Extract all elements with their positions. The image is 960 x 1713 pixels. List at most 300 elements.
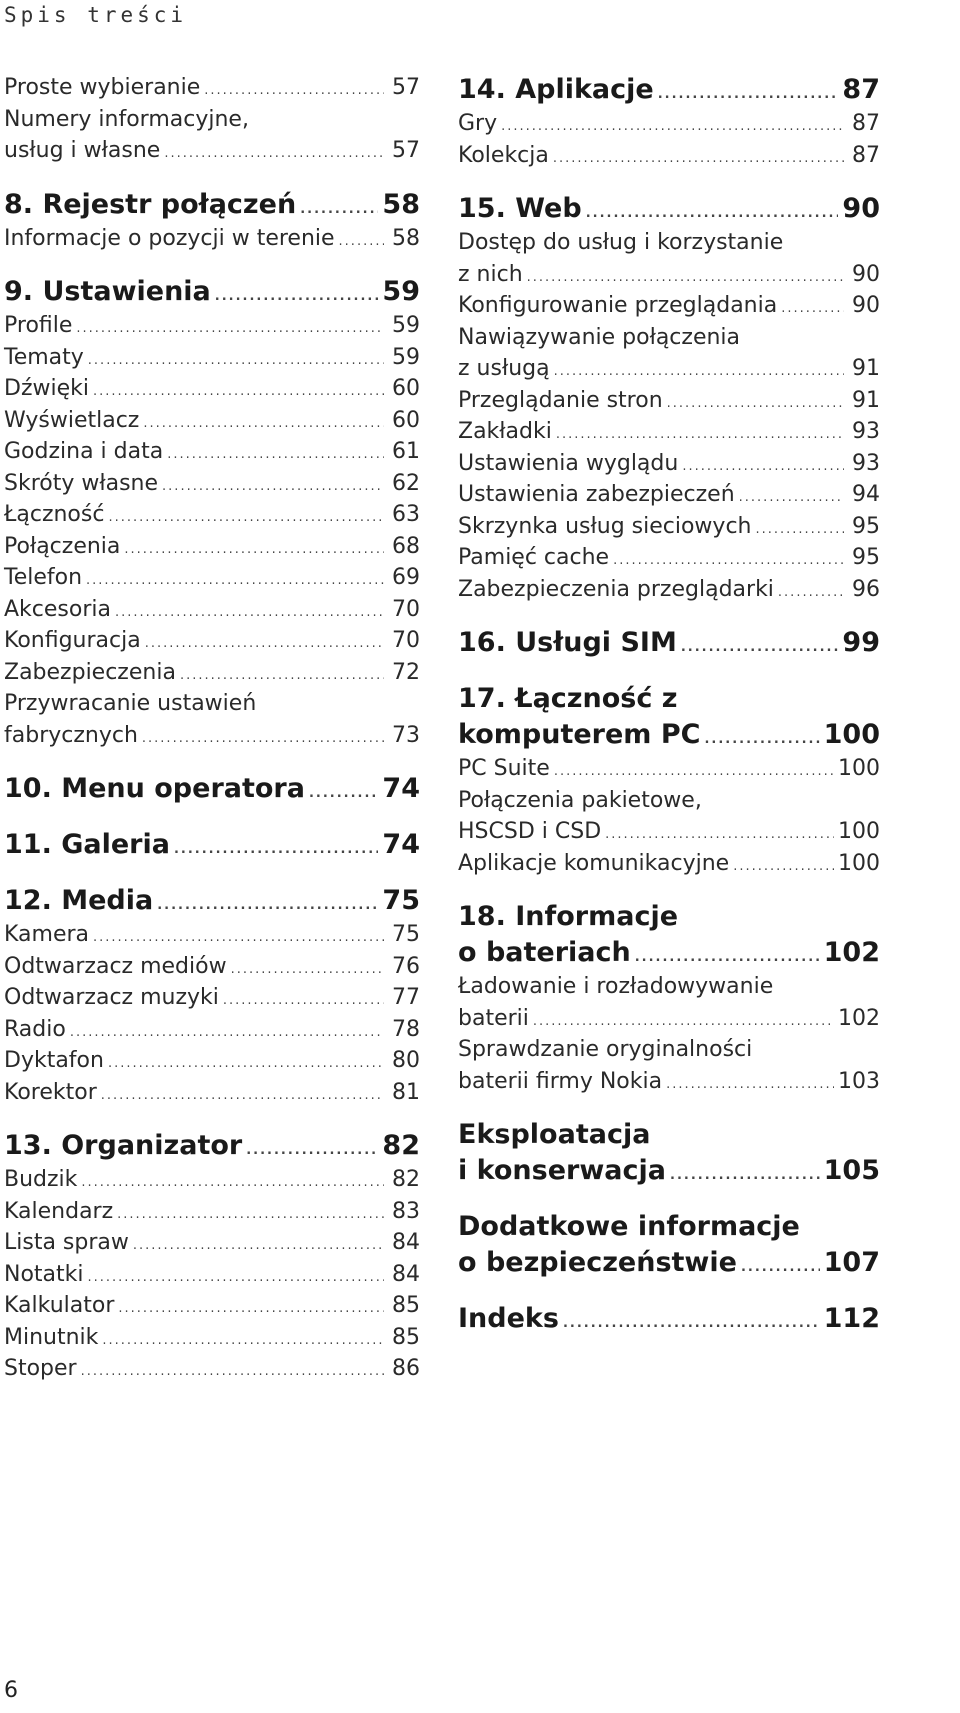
dot-leader [309, 776, 378, 812]
dot-leader [81, 1167, 384, 1199]
toc-page-number: 100 [838, 850, 880, 876]
toc-entry-title: Skrzynka usług sieciowych [458, 513, 752, 539]
dot-leader [157, 888, 378, 924]
toc-entry-title: o bezpieczeństwie [458, 1247, 737, 1278]
toc-page-number: 59 [392, 313, 420, 338]
toc-entry-ladowanie-i-rozladowywanie-baterii[interactable] [458, 971, 880, 1034]
dot-leader [180, 660, 384, 692]
toc-page-number: 83 [392, 1198, 420, 1224]
toc-page-number: 90 [852, 261, 880, 287]
dot-leader [108, 1048, 384, 1080]
toc-entry-odtwarzacz-mediow[interactable] [4, 951, 420, 983]
toc-entry-notatki[interactable] [4, 1259, 420, 1291]
toc-entry-title: baterii firmy Nokia [458, 1068, 663, 1094]
page-header: Spis treści [4, 3, 188, 27]
toc-line [4, 310, 420, 342]
toc-line [4, 499, 420, 531]
toc-line [4, 274, 420, 310]
toc-entry-skrzynka-uslug-sieciowych[interactable] [458, 511, 880, 543]
toc-page-number: 60 [392, 407, 420, 433]
toc-page-number: 59 [382, 276, 420, 307]
toc-entry-title: Notatki [4, 1261, 84, 1287]
dot-leader [145, 628, 384, 660]
toc-page-number: 100 [838, 819, 880, 844]
dot-leader [681, 630, 839, 666]
toc-entry-title: Akcesoria [4, 596, 111, 622]
toc-entry-title: o bateriach [458, 937, 631, 968]
toc-entry-title: Ładowanie i rozładowywanie [458, 974, 774, 999]
toc-entry-8-rejestr-polaczen[interactable] [4, 187, 420, 223]
dot-leader [76, 313, 384, 345]
toc-entry-title: Eksploatacja [458, 1119, 651, 1150]
toc-page-number: 91 [852, 387, 880, 413]
toc-entry-title: Indeks [458, 1303, 559, 1334]
dot-leader [204, 75, 384, 107]
toc-entry-tematy[interactable] [4, 342, 420, 374]
toc-line [4, 688, 420, 720]
dot-leader [88, 345, 384, 377]
toc-entry-gry[interactable] [458, 108, 880, 140]
toc-line [458, 1209, 880, 1245]
dot-leader [670, 1158, 820, 1194]
toc-page-number: 90 [842, 193, 880, 224]
toc-page-number: 85 [392, 1324, 420, 1350]
dot-leader [554, 356, 844, 388]
toc-entry-radio[interactable] [4, 1014, 420, 1046]
toc-page-number: 82 [382, 1130, 420, 1161]
toc-page-number: 102 [823, 937, 880, 968]
toc-entry-dostep-do-uslug-i-korzystanie-z-nich[interactable] [458, 227, 880, 290]
toc-page-number: 85 [392, 1293, 420, 1318]
toc-line [4, 1128, 420, 1164]
toc-page-number: 74 [382, 773, 420, 804]
toc-line [4, 187, 420, 223]
toc-entry-dzwieki[interactable] [4, 373, 420, 405]
toc-entry-minutnik[interactable] [4, 1322, 420, 1354]
toc-page-number: 86 [392, 1356, 420, 1381]
toc-line [458, 385, 880, 417]
toc-entry-ustawienia-wygladu[interactable] [458, 448, 880, 480]
toc-page-number: 96 [852, 576, 880, 602]
toc-entry-konfigurowanie-przegladania[interactable] [458, 290, 880, 322]
toc-line [4, 72, 420, 104]
dot-leader [86, 565, 384, 597]
toc-entry-telefon[interactable] [4, 562, 420, 594]
toc-entry-title: i konserwacja [458, 1155, 666, 1186]
toc-page-number: 69 [392, 565, 420, 590]
toc-entry-kalkulator[interactable] [4, 1290, 420, 1322]
toc-entry-title: Kalkulator [4, 1293, 115, 1318]
toc-entry-stoper[interactable] [4, 1353, 420, 1385]
toc-line [458, 1003, 880, 1035]
toc-line [4, 1227, 420, 1259]
dot-leader [223, 985, 384, 1017]
toc-entry-numery-informacyjne-uslug-i-wlasne[interactable] [4, 104, 420, 167]
toc-line [4, 223, 420, 255]
toc-entry-title: 8. Rejestr połączeń [4, 188, 297, 220]
toc-entry-kolekcja[interactable] [458, 140, 880, 172]
toc-entry-pc-suite[interactable] [458, 753, 880, 785]
dot-leader [118, 1293, 384, 1325]
toc-line [458, 416, 880, 448]
dot-leader [704, 722, 819, 758]
toc-page-number: 68 [392, 533, 420, 559]
toc-line [4, 951, 420, 983]
toc-entry-title: Telefon [4, 565, 83, 590]
toc-line [458, 681, 880, 717]
dot-leader [667, 388, 844, 420]
toc-column-right [458, 72, 880, 1337]
toc-entry-title: Tematy [4, 344, 84, 370]
toc-page-number: 82 [392, 1167, 420, 1192]
toc-entry-9-ustawienia[interactable] [4, 274, 420, 310]
toc-page-number: 91 [852, 356, 880, 381]
toc-line [458, 1066, 880, 1098]
toc-entry-zabezpieczenia[interactable] [4, 657, 420, 689]
toc-entry-title: 9. Ustawienia [4, 276, 211, 307]
toc-entry-title: Zabezpieczenia przeglądarki [458, 576, 774, 602]
toc-line [458, 753, 880, 785]
toc-page-number: 105 [823, 1155, 880, 1186]
toc-page-number: 60 [392, 376, 420, 401]
toc-page-number: 95 [852, 513, 880, 539]
dot-leader [553, 143, 844, 175]
toc-entry-title: Wyświetlacz [4, 407, 140, 433]
toc-entry-title: Stoper [4, 1356, 77, 1381]
toc-entry-title: Odtwarzacz muzyki [4, 985, 219, 1010]
toc-page-number: 87 [852, 142, 880, 168]
toc-entry-title: 14. Aplikacje [458, 74, 654, 105]
toc-entry-sprawdzanie-oryginalnosci-baterii-firmy-[interactable] [458, 1034, 880, 1097]
toc-entry-title: Dyktafon [4, 1048, 104, 1073]
dot-leader [164, 138, 384, 170]
toc-entry-lista-spraw[interactable] [4, 1227, 420, 1259]
toc-line [4, 436, 420, 468]
toc-entry-title: komputerem PC [458, 719, 701, 750]
toc-entry-lacznosc[interactable] [4, 499, 420, 531]
toc-line [458, 479, 880, 511]
toc-entry-18-informacje-o-bateriach[interactable] [458, 899, 880, 971]
toc-entry-polaczenia[interactable] [4, 531, 420, 563]
toc-page-number: 84 [392, 1230, 420, 1255]
dot-leader [93, 922, 384, 954]
toc-page-number: 100 [838, 756, 880, 781]
toc-line [458, 1301, 880, 1337]
toc-line [4, 1014, 420, 1046]
toc-entry-wyswietlacz[interactable] [4, 405, 420, 437]
toc-entry-title: Profile [4, 313, 73, 338]
toc-entry-przywracanie-ustawien-fabrycznych[interactable] [4, 688, 420, 751]
toc-page-number: 77 [392, 985, 420, 1010]
toc-line [458, 290, 880, 322]
toc-entry-polaczenia-pakietowe-hscsd-i-csd[interactable] [458, 785, 880, 848]
dot-leader [658, 77, 839, 113]
toc-entry-13-organizator[interactable] [4, 1128, 420, 1164]
toc-entry-10-menu-operatora[interactable] [4, 771, 420, 807]
toc-page-number: 80 [392, 1048, 420, 1073]
dot-leader [162, 471, 384, 503]
toc-entry-title: 13. Organizator [4, 1130, 243, 1161]
toc-line [458, 259, 880, 291]
toc-page-number: 78 [392, 1016, 420, 1042]
toc-page-number: 93 [852, 419, 880, 444]
dot-leader [556, 419, 844, 451]
toc-line [4, 1322, 420, 1354]
toc-line [458, 108, 880, 140]
toc-line [458, 785, 880, 817]
dot-leader [231, 954, 384, 986]
toc-line [458, 1245, 880, 1281]
toc-page-number: 58 [392, 225, 420, 251]
toc-line [458, 1153, 880, 1189]
toc-entry-dodatkowe-informacje-o-bezpieczenstwie[interactable] [458, 1209, 880, 1281]
toc-line [4, 1196, 420, 1228]
toc-line [4, 625, 420, 657]
dot-leader [93, 376, 384, 408]
toc-entry-16-uslugi-sim[interactable] [458, 625, 880, 661]
toc-line [4, 1259, 420, 1291]
toc-entry-proste-wybieranie[interactable] [4, 72, 420, 104]
toc-entry-title: HSCSD i CSD [458, 819, 602, 844]
toc-page-number: 103 [838, 1068, 880, 1094]
toc-line [4, 1353, 420, 1385]
toc-line [458, 542, 880, 574]
toc-entry-title: Zabezpieczenia [4, 659, 176, 685]
toc-line [458, 816, 880, 848]
dot-leader [102, 1325, 384, 1357]
toc-page-number: 93 [852, 450, 880, 476]
dot-leader [739, 482, 844, 514]
toc-entry-title: Aplikacje komunikacyjne [458, 850, 730, 876]
toc-line [4, 657, 420, 689]
toc-line [4, 104, 420, 136]
toc-entry-14-aplikacje[interactable] [458, 72, 880, 108]
dot-leader [563, 1306, 820, 1342]
toc-line [4, 1045, 420, 1077]
toc-entry-title: Budzik [4, 1167, 78, 1192]
toc-page-number: 74 [382, 829, 420, 860]
toc-entry-skroty-wlasne[interactable] [4, 468, 420, 500]
toc-line [458, 72, 880, 108]
toc-entry-title: Połączenia pakietowe, [458, 787, 702, 813]
toc-entry-budzik[interactable] [4, 1164, 420, 1196]
toc-entry-title: Godzina i data [4, 439, 164, 464]
toc-entry-title: Łączność [4, 502, 105, 527]
toc-entry-title: Konfigurowanie przeglądania [458, 293, 778, 318]
toc-line [458, 935, 880, 971]
dot-leader [115, 597, 384, 629]
toc-entry-dyktafon[interactable] [4, 1045, 420, 1077]
toc-line [458, 717, 880, 753]
toc-page-number: 107 [823, 1247, 880, 1278]
dot-leader [124, 534, 384, 566]
toc-entry-title: Dostęp do usług i korzystanie [458, 230, 784, 255]
toc-entry-title: Numery informacyjne, [4, 106, 249, 132]
dot-leader [682, 451, 844, 483]
toc-page-number: 87 [852, 111, 880, 136]
toc-page-number: 112 [823, 1303, 880, 1334]
toc-page-number: 84 [392, 1261, 420, 1287]
toc-entry-title: Informacje o pozycji w terenie [4, 225, 335, 251]
toc-line [4, 1077, 420, 1109]
toc-entry-title: Radio [4, 1016, 66, 1042]
toc-page-number: 75 [392, 922, 420, 947]
toc-entry-title: Dodatkowe informacje [458, 1211, 800, 1242]
dot-leader [533, 1006, 834, 1038]
toc-page-number: 59 [392, 344, 420, 370]
dot-leader [215, 279, 379, 315]
toc-entry-title: fabrycznych [4, 722, 138, 748]
toc-line [4, 468, 420, 500]
toc-entry-profile[interactable] [4, 310, 420, 342]
toc-line [458, 353, 880, 385]
dot-leader [554, 756, 834, 788]
toc-line [4, 883, 420, 919]
toc-entry-title: Nawiązywanie połączenia [458, 324, 741, 350]
toc-page-number: 70 [392, 596, 420, 622]
toc-entry-godzina-i-data[interactable] [4, 436, 420, 468]
toc-entry-indeks[interactable] [458, 1301, 880, 1337]
toc-page-number: 100 [823, 719, 880, 750]
toc-entry-informacje-o-pozycji-w-terenie[interactable] [4, 223, 420, 255]
toc-entry-title: Kamera [4, 922, 90, 947]
toc-line [458, 448, 880, 480]
dot-leader [142, 723, 384, 755]
toc-entry-pamiec-cache[interactable] [458, 542, 880, 574]
toc-entry-odtwarzacz-muzyki[interactable] [4, 982, 420, 1014]
toc-page-number: 99 [842, 627, 880, 658]
toc-line [458, 140, 880, 172]
toc-entry-title: z nich [458, 261, 523, 287]
dot-leader [741, 1250, 820, 1286]
toc-entry-aplikacje-komunikacyjne[interactable] [458, 848, 880, 880]
toc-line [4, 342, 420, 374]
toc-entry-korektor[interactable] [4, 1077, 420, 1109]
toc-entry-kalendarz[interactable] [4, 1196, 420, 1228]
dot-leader [527, 262, 844, 294]
toc-line [4, 827, 420, 863]
toc-page-number: 76 [392, 953, 420, 979]
toc-entry-zabezpieczenia-przegladarki[interactable] [458, 574, 880, 606]
toc-entry-title: Kolekcja [458, 142, 549, 168]
dot-leader [501, 111, 844, 143]
toc-entry-title: Sprawdzanie oryginalności [458, 1037, 753, 1062]
toc-entry-title: baterii [458, 1005, 529, 1031]
dot-leader [174, 832, 378, 868]
dot-leader [143, 408, 384, 440]
toc-entry-11-galeria[interactable] [4, 827, 420, 863]
toc-page-number: 81 [392, 1079, 420, 1105]
toc-entry-17-lacznosc-z-komputerem-pc[interactable] [458, 681, 880, 753]
toc-entry-ustawienia-zabezpieczen[interactable] [458, 479, 880, 511]
dot-leader [88, 1262, 384, 1294]
dot-leader [339, 226, 384, 258]
toc-column-left [4, 72, 420, 1385]
dot-leader [101, 1080, 384, 1112]
dot-leader [605, 819, 834, 851]
toc-entry-title: 16. Usługi SIM [458, 627, 677, 658]
toc-entry-title: Ustawienia wyglądu [458, 450, 679, 476]
toc-entry-title: Konfiguracja [4, 628, 141, 653]
toc-entry-title: Ustawienia zabezpieczeń [458, 482, 735, 507]
toc-entry-title: Kalendarz [4, 1198, 114, 1224]
toc-line [4, 771, 420, 807]
toc-entry-zakladki[interactable] [458, 416, 880, 448]
toc-entry-title: Połączenia [4, 533, 121, 559]
toc-entry-title: Odtwarzacz mediów [4, 953, 227, 979]
toc-page-number: 70 [392, 628, 420, 653]
toc-entry-akcesoria[interactable] [4, 594, 420, 626]
toc-line [4, 373, 420, 405]
toc-entry-title: 12. Media [4, 885, 154, 916]
toc-entry-title: Przywracanie ustawień [4, 691, 257, 716]
toc-entry-12-media[interactable] [4, 883, 420, 919]
toc-page-number: 87 [842, 74, 880, 105]
toc-entry-title: Zakładki [458, 419, 552, 444]
dot-leader [108, 502, 384, 534]
dot-leader [613, 545, 844, 577]
toc-page-number: 57 [392, 138, 420, 163]
toc-line [458, 574, 880, 606]
toc-entry-title: Korektor [4, 1079, 97, 1105]
toc-line [4, 919, 420, 951]
toc-entry-kamera[interactable] [4, 919, 420, 951]
dot-leader [778, 577, 844, 609]
toc-line [4, 594, 420, 626]
toc-line [4, 982, 420, 1014]
dot-leader [666, 1069, 834, 1101]
toc-entry-konfiguracja[interactable] [4, 625, 420, 657]
toc-entry-title: z usługą [458, 356, 550, 381]
toc-line [4, 1164, 420, 1196]
toc-entry-title: usług i własne [4, 138, 161, 163]
dot-leader [70, 1017, 384, 1049]
toc-entry-title: 11. Galeria [4, 829, 170, 860]
toc-page-number: 94 [852, 482, 880, 507]
toc-page-number: 62 [392, 470, 420, 496]
toc-entry-title: 18. Informacje [458, 901, 679, 932]
toc-page-number: 73 [392, 722, 420, 748]
toc-line [458, 625, 880, 661]
toc-page-number: 90 [852, 293, 880, 318]
toc-page-number: 75 [382, 885, 420, 916]
toc-entry-title: Pamięć cache [458, 545, 610, 570]
toc-entry-title: PC Suite [458, 756, 550, 781]
toc-entry-title: Lista spraw [4, 1230, 129, 1255]
toc-page-number: 95 [852, 545, 880, 570]
toc-line [4, 720, 420, 752]
toc-page-number: 61 [392, 439, 420, 464]
toc-entry-przegladanie-stron[interactable] [458, 385, 880, 417]
toc-entry-title: Przeglądanie stron [458, 387, 663, 413]
toc-line [4, 405, 420, 437]
toc-entry-nawiazywanie-polaczenia-z-usluga[interactable] [458, 322, 880, 385]
toc-page-number: 102 [838, 1005, 880, 1031]
dot-leader [117, 1199, 384, 1231]
toc-entry-title: Skróty własne [4, 470, 159, 496]
toc-page-number: 63 [392, 502, 420, 527]
dot-leader [755, 514, 844, 546]
toc-line [458, 848, 880, 880]
toc-entry-eksploatacja-i-konserwacja[interactable] [458, 1117, 880, 1189]
toc-line [458, 899, 880, 935]
toc-line [458, 511, 880, 543]
toc-entry-15-web[interactable] [458, 191, 880, 227]
dot-leader [246, 1133, 378, 1169]
dot-leader [81, 1356, 384, 1388]
dot-leader [133, 1230, 384, 1262]
toc-line [4, 531, 420, 563]
